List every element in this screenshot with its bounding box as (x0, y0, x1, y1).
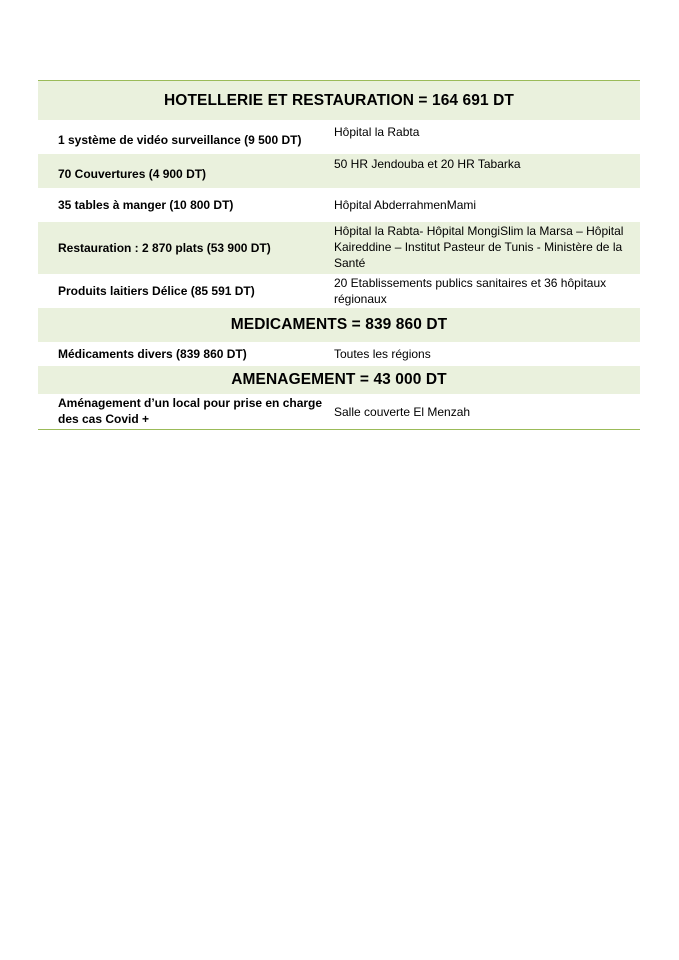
place-cell: Salle couverte El Menzah (334, 404, 471, 419)
place-cell: Hôpital la Rabta- Hôpital MongiSlim la Marsa – Hôpital Kaireddine – Institut Pasteur de Tunis - Ministère de la Santé (334, 224, 624, 270)
place-cell: 50 HR Jendouba et 20 HR Tabarka (334, 157, 521, 171)
table-row (38, 274, 640, 308)
section-header-amenagement: AMENAGEMENT = 43 000 DT (38, 366, 640, 394)
place-cell: 20 Etablissements publics sanitaires et 36 hôpitaux régionaux (334, 276, 607, 306)
table-row (38, 188, 640, 222)
item-cell: 35 tables à manger (10 800 DT) (58, 198, 234, 212)
table-row (38, 120, 640, 154)
place-cell: Hôpital AbderrahmenMami (334, 198, 477, 212)
item-cell: Médicaments divers (839 860 DT) (58, 347, 247, 361)
section-header-medicaments: MEDICAMENTS = 839 860 DT (38, 308, 640, 342)
item-cell: Produits laitiers Délice (85 591 DT) (58, 284, 255, 298)
item-cell: 1 système de vidéo surveillance (9 500 DT) (58, 133, 302, 147)
place-cell: Toutes les régions (334, 347, 431, 361)
table-row (38, 222, 640, 274)
item-cell: Aménagement d’un local pour prise en charge des cas Covid + (58, 396, 323, 426)
item-cell: Restauration : 2 870 plats (53 900 DT) (58, 241, 271, 255)
table-row (38, 394, 640, 429)
item-cell: 70 Couvertures (4 900 DT) (58, 167, 207, 181)
donations-table (38, 80, 640, 430)
place-cell: Hôpital la Rabta (334, 125, 420, 139)
table-row (38, 154, 640, 188)
section-header-hotellerie: HOTELLERIE ET RESTAURATION = 164 691 DT (38, 81, 640, 120)
table-row (38, 342, 640, 366)
